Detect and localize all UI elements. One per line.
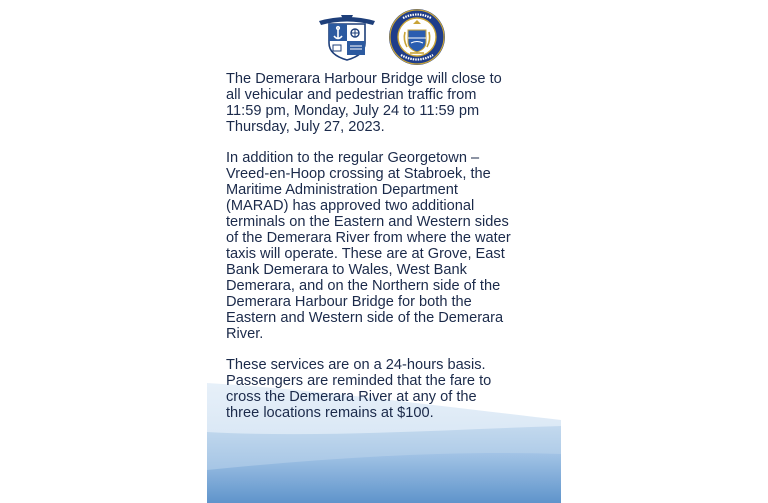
- notice-body: [226, 71, 546, 436]
- services-paragraph: These services are on a 24-hours basis. Passengers are reminded that the fare to cross the Demerara River at any of the three locations remains at $100.: [226, 357, 492, 421]
- terminals-paragraph: In addition to the regular Georgetown – Vreed-en-Hoop crossing at Stabroek, the Maritime Administration Department (MARAD) has approved two additional terminals on the Eastern and Western sides of the Demerara River from where the water taxis will operate. These are at Grove, East Bank Demerara to Wales, West Bank Demerara, and on the Northern side of the Demerara Harbour Bridge for both the Eastern and Western side of the Demerara River.: [226, 150, 511, 342]
- closure-paragraph: The Demerara Harbour Bridge will close to all vehicular and pedestrian traffic from 11:59 pm, Monday, July 24 to 11:59 pm Thursday, July 27, 2023.: [226, 71, 502, 135]
- logo-bar: [207, 8, 561, 70]
- ministry-seal-icon: [388, 8, 446, 66]
- marad-crest-icon: [317, 11, 377, 61]
- notice-card: [207, 0, 561, 503]
